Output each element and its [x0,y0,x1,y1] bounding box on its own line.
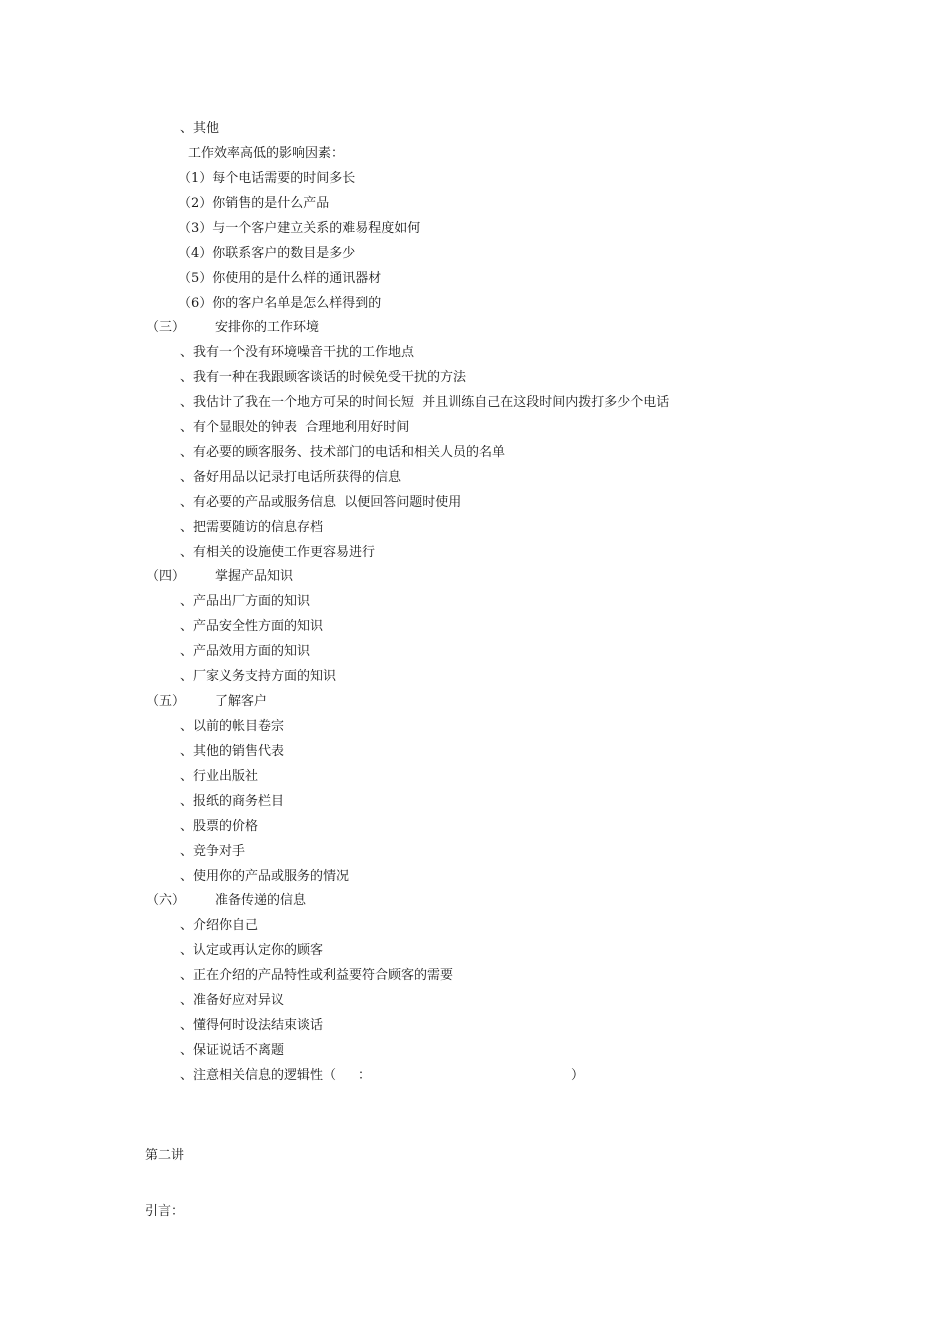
list-item: 、我有一种在我跟顾客谈话的时候免受干扰的方法 [180,370,467,385]
section-heading [146,692,267,712]
section-title: 掌握产品知识 [215,569,294,584]
list-item: 、以前的帐目卷宗 [180,719,285,734]
section-number: （三） [146,320,186,335]
list-item: 、行业出版社 [180,769,259,784]
factor-item [178,294,381,314]
list-item: 、有必要的顾客服务、技术部门的电话和相关人员的名单 [180,445,506,460]
section-title: 了解客户 [215,694,268,709]
list-item: 、我估计了我在一个地方可呆的时间长短 并且训练自己在这段时间内拨打多少个电话 [180,395,670,410]
list-item: 、产品出厂方面的知识 [180,594,311,609]
list-item: 、竞争对手 [180,844,246,859]
list-item [180,1066,584,1086]
list-item: 、正在介绍的产品特性或利益要符合顾客的需要 [180,968,454,983]
list-item: 、厂家义务支持方面的知识 [180,669,337,684]
factor-text: 与一个客户建立关系的难易程度如何 [212,221,421,236]
list-item-text: 、注意相关信息的逻辑性（ [180,1068,337,1083]
factor-number: （6） [178,296,213,311]
factor-number: （4） [178,246,213,261]
factor-number: （2） [178,196,213,211]
section-number: （六） [146,893,186,908]
section-number: （五） [146,694,186,709]
list-item: 、保证说话不离题 [180,1043,285,1058]
list-item: 、产品效用方面的知识 [180,644,311,659]
factor-text: 你的客户名单是怎么样得到的 [212,296,382,311]
factor-item [178,169,355,189]
list-item: 、有相关的设施使工作更容易进行 [180,545,376,560]
list-item: 、介绍你自己 [180,918,259,933]
factor-item [178,194,329,214]
list-item: 、产品安全性方面的知识 [180,619,324,634]
list-item: 、认定或再认定你的顾客 [180,943,324,958]
list-item: 、使用你的产品或服务的情况 [180,869,350,884]
list-item: 、有必要的产品或服务信息 以便回答问题时使用 [180,495,462,510]
list-item: 、把需要随访的信息存档 [180,520,324,535]
section-number: （四） [146,569,186,584]
lecture-intro: 引言： [145,1204,185,1219]
factor-text: 你销售的是什么产品 [212,196,330,211]
section-heading [146,567,293,587]
factor-number: （5） [178,271,213,286]
factor-number: （3） [178,221,213,236]
section-title: 准备传递的信息 [215,893,307,908]
list-item: 、我有一个没有环境噪音干扰的工作地点 [180,345,415,360]
list-item: 、报纸的商务栏目 [180,794,285,809]
section-title: 安排你的工作环境 [215,320,320,335]
section-heading [146,891,306,911]
factor-number: （1） [178,171,213,186]
list-item-close-paren: ） [571,1068,585,1083]
efficiency-title: 工作效率高低的影响因素： [188,146,345,161]
factor-item [178,269,381,289]
list-item-colon: ： [358,1068,372,1083]
lecture-title: 第二讲 [145,1148,185,1163]
factor-text: 每个电话需要的时间多长 [212,171,356,186]
list-item: 、股票的价格 [180,819,259,834]
list-item: 、懂得何时设法结束谈话 [180,1018,324,1033]
factor-item [178,219,420,239]
factor-text: 你使用的是什么样的通讯器材 [212,271,382,286]
list-item: 、准备好应对异议 [180,993,285,1008]
list-item: 、有个显眼处的钟表 合理地利用好时间 [180,420,410,435]
list-item: 、备好用品以记录打电话所获得的信息 [180,470,402,485]
section-heading [146,318,319,338]
factor-text: 你联系客户的数目是多少 [212,246,356,261]
list-item: 、其他的销售代表 [180,744,285,759]
list-item: 、其他 [180,121,220,136]
factor-item [178,244,355,264]
